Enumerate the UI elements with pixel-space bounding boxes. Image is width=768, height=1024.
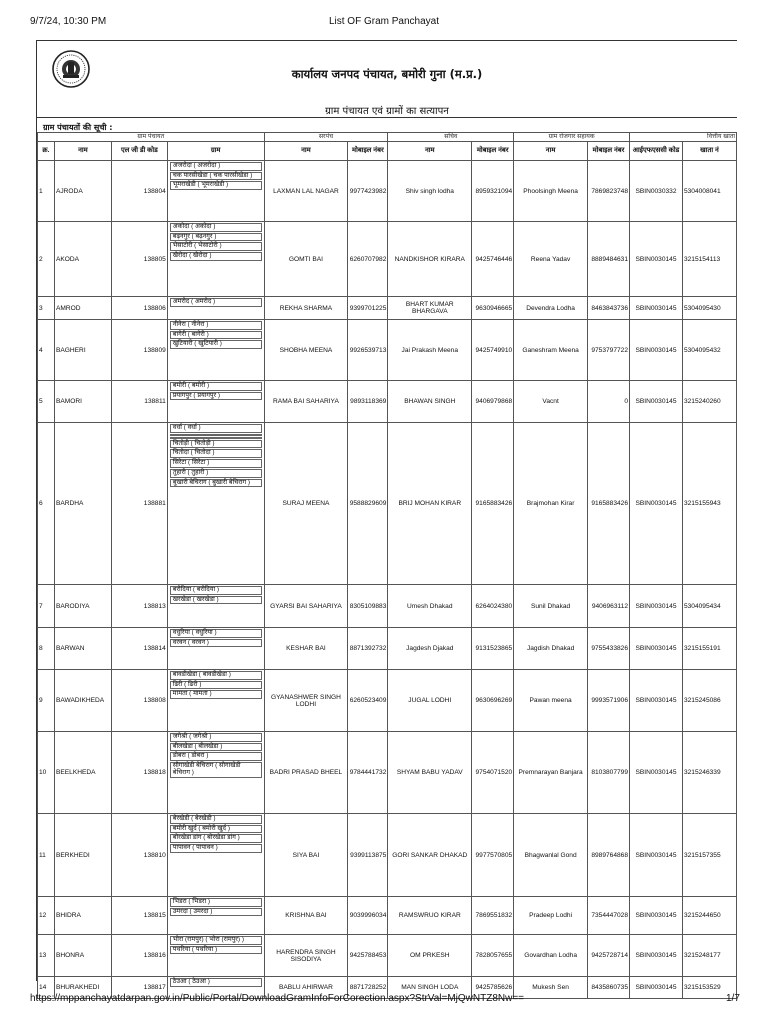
- table-body: [38, 161, 737, 999]
- row-lgd-code: 138818: [111, 732, 167, 814]
- village-item: [170, 434, 262, 436]
- divider: [37, 117, 737, 118]
- row-lgd-code: 138810: [111, 814, 167, 897]
- table-row: [38, 222, 737, 297]
- row-villages: [167, 423, 264, 585]
- row-sachiv-mobile: 7828057655: [472, 935, 514, 977]
- village-list: [168, 161, 264, 190]
- row-sarpanch-name: SURAJ MEENA: [264, 423, 348, 585]
- row-ifsc: SBIN0030145: [630, 628, 683, 670]
- row-name: AKODA: [54, 222, 111, 297]
- row-account: 3215153529: [682, 977, 736, 999]
- row-account: 3215155191: [682, 628, 736, 670]
- village-list: [168, 585, 264, 604]
- village-item: चितोदा ( चितोदा ): [170, 449, 262, 458]
- row-grs-name: Govardhan Lodha: [514, 935, 588, 977]
- row-ifsc: SBIN0030145: [630, 297, 683, 320]
- row-sarpanch-mobile: 9893118369: [348, 381, 388, 423]
- row-sachiv-name: GORI SANKAR DHAKAD: [388, 814, 472, 897]
- row-ifsc: SBIN0030145: [630, 935, 683, 977]
- row-ifsc: SBIN0030145: [630, 814, 683, 897]
- village-list: [168, 297, 264, 307]
- row-account: 5304095432: [682, 320, 736, 381]
- village-list: [168, 320, 264, 349]
- row-sachiv-name: BHAWAN SINGH: [388, 381, 472, 423]
- row-sachiv-name: SHYAM BABU YADAV: [388, 732, 472, 814]
- village-item: बमोरी खुर्द ( बमोरी खुर्द ): [170, 825, 262, 834]
- row-sarpanch-name: HARENDRA SINGH SISODIYA: [264, 935, 348, 977]
- row-sarpanch-mobile: 9039996034: [348, 897, 388, 935]
- village-list: [168, 814, 264, 853]
- table-row: [38, 161, 737, 222]
- village-item: जगेश्री ( जगेश्री ): [170, 733, 262, 742]
- row-sarpanch-name: BABLU AHIRWAR: [264, 977, 348, 999]
- row-sno: 4: [38, 320, 55, 381]
- row-name: BEELKHEDA: [54, 732, 111, 814]
- row-grs-name: Pradeep Lodhi: [514, 897, 588, 935]
- row-villages: [167, 628, 264, 670]
- group-header-sarpanch: सरपंच: [264, 133, 388, 142]
- row-sarpanch-name: KRISHNA BAI: [264, 897, 348, 935]
- table-row: [38, 814, 737, 897]
- row-sno: 10: [38, 732, 55, 814]
- row-name: BAMORI: [54, 381, 111, 423]
- col-header-grs-mobile: मोबाइल नंबर: [588, 142, 630, 161]
- row-sarpanch-mobile: 9926539713: [348, 320, 388, 381]
- row-sachiv-mobile: 9425746446: [472, 222, 514, 297]
- row-name: BARWAN: [54, 628, 111, 670]
- village-item: सिरेटा ( सिरेटा ): [170, 459, 262, 468]
- row-lgd-code: 138806: [111, 297, 167, 320]
- row-account: 3215154113: [682, 222, 736, 297]
- village-list: [168, 977, 264, 987]
- village-item: चक पारसीखेडा ( चक पारसीखेडा ): [170, 172, 262, 181]
- row-sno: 1: [38, 161, 55, 222]
- row-sarpanch-mobile: 6260523409: [348, 670, 388, 732]
- row-villages: [167, 732, 264, 814]
- row-sachiv-name: OM PRKESH: [388, 935, 472, 977]
- table-row: [38, 423, 737, 585]
- row-name: BHURAKHEDI: [54, 977, 111, 999]
- row-ifsc: SBIN0030332: [630, 161, 683, 222]
- row-grs-mobile: 8463843736: [588, 297, 630, 320]
- document-subtitle: ग्राम पंचायत एवं ग्रामों का सत्यापन: [325, 106, 449, 117]
- row-lgd-code: 138814: [111, 628, 167, 670]
- village-item: खरखेडा ( खरखेडा ): [170, 596, 262, 605]
- row-name: BARDHA: [54, 423, 111, 585]
- row-sachiv-mobile: 9630696269: [472, 670, 514, 732]
- village-list: [168, 423, 264, 487]
- row-sarpanch-mobile: 6260707982: [348, 222, 388, 297]
- village-item: वर्धा ( वर्धा ): [170, 424, 262, 433]
- row-villages: [167, 935, 264, 977]
- table-row: [38, 897, 737, 935]
- row-sachiv-mobile: 6264024380: [472, 585, 514, 628]
- page-url: https://mppanchayatdarpan.gov.in/Public/Portal/DownloadGramInfoForCorection.aspx?StrVal=MjQwNTZ8Nw==: [30, 993, 525, 1004]
- row-account: 5304095434: [682, 585, 736, 628]
- row-grs-name: Sunil Dhakad: [514, 585, 588, 628]
- village-item: खैरोदा ( खैरोदा ): [170, 252, 262, 261]
- row-sarpanch-name: KESHAR BAI: [264, 628, 348, 670]
- row-grs-mobile: 9165883426: [588, 423, 630, 585]
- row-sachiv-mobile: 9754071520: [472, 732, 514, 814]
- row-lgd-code: 138813: [111, 585, 167, 628]
- village-list: [168, 935, 264, 954]
- village-list: [168, 897, 264, 916]
- row-sachiv-mobile: 7869551832: [472, 897, 514, 935]
- row-lgd-code: 138881: [111, 423, 167, 585]
- table-row: [38, 320, 737, 381]
- row-ifsc: SBIN0030145: [630, 670, 683, 732]
- row-grs-mobile: 7354447028: [588, 897, 630, 935]
- village-item: भोरा (रामपुर) ( भोरा (रामपुर) ): [170, 936, 262, 945]
- row-sarpanch-name: BADRI PRASAD BHEEL: [264, 732, 348, 814]
- row-sachiv-name: BHART KUMAR BHARGAVA: [388, 297, 472, 320]
- village-item: बीलखेडा ( बीलखेडा ): [170, 743, 262, 752]
- village-item: ठेउआ ( ठेउआ ): [170, 978, 262, 987]
- row-ifsc: SBIN0030145: [630, 732, 683, 814]
- row-sachiv-mobile: 9165883426: [472, 423, 514, 585]
- row-sachiv-name: NANDKISHOR KIRARA: [388, 222, 472, 297]
- village-item: वधुरिया ( वधुरिया ): [170, 629, 262, 638]
- table-row: [38, 670, 737, 732]
- row-grs-mobile: 9425728714: [588, 935, 630, 977]
- row-sno: 3: [38, 297, 55, 320]
- row-lgd-code: 138817: [111, 977, 167, 999]
- row-lgd-code: 138808: [111, 670, 167, 732]
- row-sarpanch-mobile: 9588829609: [348, 423, 388, 585]
- village-item: पथरिया ( पथरिया ): [170, 946, 262, 955]
- village-item: नीनेरा ( नीनेरा ): [170, 321, 262, 330]
- row-sarpanch-name: RAMA BAI SAHARIYA: [264, 381, 348, 423]
- row-sarpanch-name: SIYA BAI: [264, 814, 348, 897]
- village-item: अमरोद ( अमरोद ): [170, 298, 262, 307]
- row-sachiv-name: Shiv singh lodha: [388, 161, 472, 222]
- row-grs-mobile: 9993571906: [588, 670, 630, 732]
- table-row: [38, 381, 737, 423]
- row-grs-mobile: 9753797722: [588, 320, 630, 381]
- row-account: 3215246339: [682, 732, 736, 814]
- row-grs-mobile: 8889484631: [588, 222, 630, 297]
- row-account: 5304008041: [682, 161, 736, 222]
- row-villages: [167, 897, 264, 935]
- row-account: 3215240260: [682, 381, 736, 423]
- row-sarpanch-name: GYANASHWER SINGH LODHI: [264, 670, 348, 732]
- row-sarpanch-name: REKHA SHARMA: [264, 297, 348, 320]
- col-header-sno: क्र.: [38, 142, 55, 161]
- row-grs-name: Premnarayan Banjara: [514, 732, 588, 814]
- row-ifsc: SBIN0030145: [630, 423, 683, 585]
- row-sarpanch-mobile: 8305109883: [348, 585, 388, 628]
- row-lgd-code: 138809: [111, 320, 167, 381]
- row-sno: 9: [38, 670, 55, 732]
- village-list: [168, 670, 264, 699]
- village-item: बमोरी ( बमोरी ): [170, 382, 262, 391]
- row-grs-name: Ganeshram Meena: [514, 320, 588, 381]
- row-sachiv-name: Umesh Dhakad: [388, 585, 472, 628]
- row-sno: 11: [38, 814, 55, 897]
- row-lgd-code: 138805: [111, 222, 167, 297]
- col-header-name: नाम: [54, 142, 111, 161]
- table-row: [38, 585, 737, 628]
- row-sarpanch-name: GOMTI BAI: [264, 222, 348, 297]
- row-villages: [167, 814, 264, 897]
- village-item: पापावन ( पापावन ): [170, 844, 262, 853]
- row-ifsc: SBIN0030145: [630, 585, 683, 628]
- office-heading: कार्यालय जनपद पंचायत, बमोरी गुना (म.प्र.): [291, 67, 483, 81]
- print-datetime: 9/7/24, 10:30 PM: [30, 16, 107, 27]
- row-sarpanch-name: SHOBHA MEENA: [264, 320, 348, 381]
- row-account: 3215245086: [682, 670, 736, 732]
- col-header-sarpanch-mobile: मोबाइल नंबर: [348, 142, 388, 161]
- row-account: 3215244650: [682, 897, 736, 935]
- col-header-sachiv-name: नाम: [388, 142, 472, 161]
- row-account: 5304095430: [682, 297, 736, 320]
- row-sachiv-name: MAN SINGH LODA: [388, 977, 472, 999]
- row-sachiv-mobile: 9630946665: [472, 297, 514, 320]
- col-header-grs-name: नाम: [514, 142, 588, 161]
- row-name: AJRODA: [54, 161, 111, 222]
- table-row: [38, 628, 737, 670]
- col-header-sachiv-mobile: मोबाइल नंबर: [472, 142, 514, 161]
- village-item: प्रयागपुर ( प्रयागपुर ): [170, 392, 262, 401]
- row-ifsc: SBIN0030145: [630, 222, 683, 297]
- row-ifsc: SBIN0030145: [630, 977, 683, 999]
- row-sarpanch-mobile: 8871392732: [348, 628, 388, 670]
- col-header-village: ग्राम: [167, 142, 264, 161]
- village-item: बागेरी ( बागेरी ): [170, 331, 262, 340]
- row-ifsc: SBIN0030145: [630, 897, 683, 935]
- row-grs-mobile: 9406963112: [588, 585, 630, 628]
- village-item: मामता ( मामता ): [170, 690, 262, 699]
- row-sachiv-name: JUGAL LODHI: [388, 670, 472, 732]
- row-lgd-code: 138815: [111, 897, 167, 935]
- row-grs-mobile: 8103807799: [588, 732, 630, 814]
- row-sachiv-mobile: 8959321094: [472, 161, 514, 222]
- row-sarpanch-mobile: 9977423982: [348, 161, 388, 222]
- table-row: [38, 732, 737, 814]
- row-name: BERKHEDI: [54, 814, 111, 897]
- village-item: अजरोदा ( अजरोदा ): [170, 162, 262, 171]
- village-list: [168, 381, 264, 400]
- row-grs-name: Reena Yadav: [514, 222, 588, 297]
- village-item: सौगाखेडी बेचिराग ( सौगाखेडी बेचिराग ): [170, 762, 262, 777]
- page-number: 1/7: [726, 993, 740, 1004]
- row-name: BHIDRA: [54, 897, 111, 935]
- row-sno: 8: [38, 628, 55, 670]
- row-grs-name: Bhagwanlal Gond: [514, 814, 588, 897]
- row-sno: 7: [38, 585, 55, 628]
- row-ifsc: SBIN0030145: [630, 320, 683, 381]
- print-title: List OF Gram Panchayat: [328, 16, 440, 27]
- row-grs-mobile: 7869823748: [588, 161, 630, 222]
- row-grs-mobile: 8435860735: [588, 977, 630, 999]
- row-sachiv-name: Jagdesh Djakad: [388, 628, 472, 670]
- village-item: [170, 437, 262, 439]
- col-header-lgd: एल जी डी कोड: [111, 142, 167, 161]
- village-item: बढ़नगुर ( बढ़नगुर ): [170, 233, 262, 242]
- row-sarpanch-mobile: 9399701225: [348, 297, 388, 320]
- row-sachiv-mobile: 9406979868: [472, 381, 514, 423]
- village-item: बेरखेडी ( बेरखेडी ): [170, 815, 262, 824]
- row-sno: 5: [38, 381, 55, 423]
- village-item: अकोदा ( अकोदा ): [170, 223, 262, 232]
- group-header-sachiv: सचिव: [388, 133, 514, 142]
- col-header-account: खाता नं: [682, 142, 736, 161]
- row-sarpanch-mobile: 9784441732: [348, 732, 388, 814]
- col-header-ifsc: आईएफएससी कोड: [630, 142, 683, 161]
- row-grs-mobile: 9755433826: [588, 628, 630, 670]
- row-grs-name: Pawan meena: [514, 670, 588, 732]
- village-item: ढिरी ( ढिरी ): [170, 681, 262, 690]
- row-villages: [167, 670, 264, 732]
- row-grs-name: Vacnt: [514, 381, 588, 423]
- row-name: BHONRA: [54, 935, 111, 977]
- row-sarpanch-mobile: 8871728252: [348, 977, 388, 999]
- row-grs-name: Devendra Lodha: [514, 297, 588, 320]
- row-sno: 6: [38, 423, 55, 585]
- row-sarpanch-name: LAXMAN LAL NAGAR: [264, 161, 348, 222]
- row-grs-name: Mukesh Sen: [514, 977, 588, 999]
- village-item: भेसाटोरी ( भेसाटोरी ): [170, 242, 262, 251]
- row-villages: [167, 320, 264, 381]
- row-account: 3215157355: [682, 814, 736, 897]
- row-ifsc: SBIN0030145: [630, 381, 683, 423]
- village-item: तुहारी ( तुहारी ): [170, 469, 262, 478]
- village-item: वरवन ( वरवन ): [170, 639, 262, 648]
- col-header-sarpanch-name: नाम: [264, 142, 348, 161]
- village-item: बोरखेडा डांग ( बोरखेडा डांग ): [170, 834, 262, 843]
- village-item: उमरदा ( उमरदा ): [170, 908, 262, 917]
- row-sachiv-name: BRIJ MOHAN KIRAR: [388, 423, 472, 585]
- village-list: [168, 222, 264, 261]
- row-villages: [167, 297, 264, 320]
- row-villages: [167, 161, 264, 222]
- row-sarpanch-mobile: 9425788453: [348, 935, 388, 977]
- row-grs-name: Phoolsingh Meena: [514, 161, 588, 222]
- village-item: डोबरा ( डोबरा ): [170, 752, 262, 761]
- row-sachiv-mobile: 9425749910: [472, 320, 514, 381]
- row-grs-mobile: 0: [588, 381, 630, 423]
- village-item: भिडरा ( भिडरा ): [170, 898, 262, 907]
- row-sachiv-mobile: 9131523865: [472, 628, 514, 670]
- document-page: [36, 40, 737, 991]
- row-sno: 12: [38, 897, 55, 935]
- village-item: खुटियारी ( खुटियारी ): [170, 340, 262, 349]
- row-name: BARODIYA: [54, 585, 111, 628]
- row-name: AMROD: [54, 297, 111, 320]
- row-grs-name: Brajmohan Kirar: [514, 423, 588, 585]
- group-header-grs: ग्राम रोजगार सहायक: [514, 133, 630, 142]
- row-sachiv-name: Jai Prakash Meena: [388, 320, 472, 381]
- list-title: ग्राम पंचायतों की सूची :: [43, 123, 113, 132]
- row-sarpanch-mobile: 9399113875: [348, 814, 388, 897]
- gram-panchayat-table: [37, 132, 737, 999]
- row-lgd-code: 138811: [111, 381, 167, 423]
- row-grs-name: Jagdish Dhakad: [514, 628, 588, 670]
- row-account: 3215155943: [682, 423, 736, 585]
- village-item: बुखारी बेचिराग ( बुखारी बेचिराग ): [170, 479, 262, 488]
- row-sachiv-name: RAMSWRUO KIRAR: [388, 897, 472, 935]
- row-villages: [167, 222, 264, 297]
- village-item: बावडीखेडा ( बावडीखेडा ): [170, 671, 262, 680]
- village-item: चितोड़ी ( चितोड़ी ): [170, 440, 262, 449]
- row-grs-mobile: 8989764868: [588, 814, 630, 897]
- row-sno: 2: [38, 222, 55, 297]
- row-name: BAGHERI: [54, 320, 111, 381]
- group-header-gram-panchayat: ग्राम पंचायत: [38, 133, 265, 142]
- row-lgd-code: 138804: [111, 161, 167, 222]
- row-sno: 13: [38, 935, 55, 977]
- village-list: [168, 628, 264, 647]
- village-item: बरोदिया ( बरोदिया ): [170, 586, 262, 595]
- row-sachiv-mobile: 9977570805: [472, 814, 514, 897]
- row-sachiv-mobile: 9425785626: [472, 977, 514, 999]
- row-villages: [167, 585, 264, 628]
- row-sno: 14: [38, 977, 55, 999]
- table-row: [38, 935, 737, 977]
- group-header-finance: वित्तीय खाता: [630, 133, 737, 142]
- row-villages: [167, 381, 264, 423]
- village-list: [168, 732, 264, 778]
- row-name: BAWADIKHEDA: [54, 670, 111, 732]
- row-sarpanch-name: GYARSI BAI SAHARIYA: [264, 585, 348, 628]
- village-item: भूमराखेडी ( भूमराखेडी ): [170, 181, 262, 190]
- row-account: 3215248177: [682, 935, 736, 977]
- row-lgd-code: 138816: [111, 935, 167, 977]
- table-row: [38, 297, 737, 320]
